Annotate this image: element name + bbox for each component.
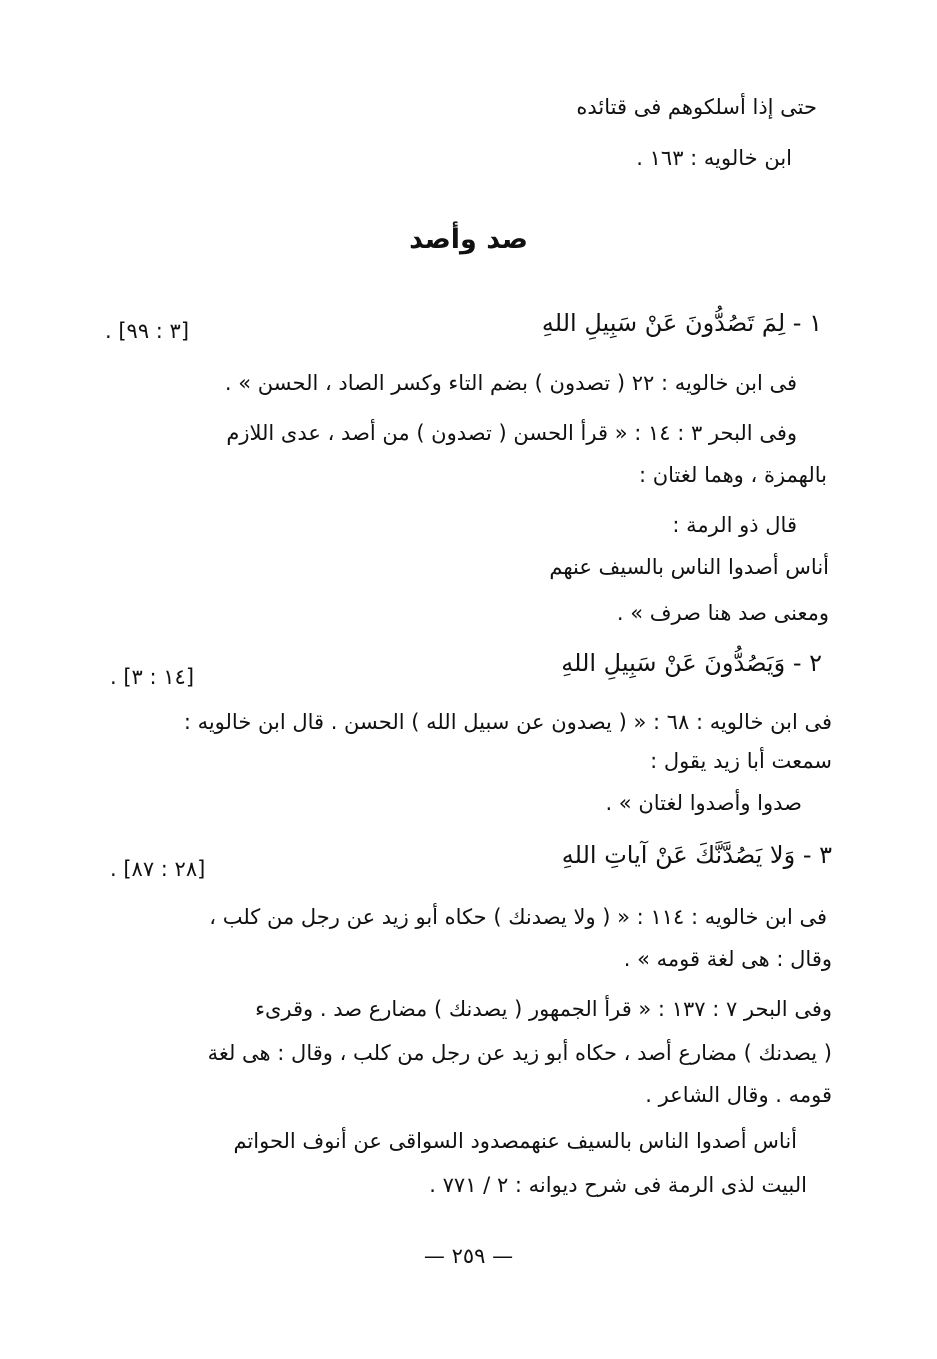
entry-3-line-4: ( يصدنك ) مضارع أصد ، حكاه أبو زيد عن رجل من كلب ، وقال : هى لغة	[207, 1041, 832, 1065]
verse-1: ١ - لِمَ تَصُدُّونَ عَنْ سَبِيلِ اللهِ	[541, 309, 822, 337]
top-line-1: حتى إذا أسلكوهم فى قتائده	[576, 95, 817, 119]
page-number: — ٢٥٩ —	[423, 1244, 514, 1268]
entry-3-line-2: وقال : هى لغة قومه » .	[623, 947, 832, 971]
entry-3-line-6: أناس أصدوا الناس بالسيف عنهمصدود السواقى عن أنوف الحواتم	[233, 1129, 797, 1153]
entry-3-line-3: وفى البحر ٧ : ١٣٧ : « قرأ الجمهور ( يصدنك ) مضارع صد . وقرىء	[255, 997, 832, 1021]
verse-ref-3: [٢٨ : ٨٧] .	[110, 857, 206, 881]
verse-2: ٢ - وَيَصُدُّونَ عَنْ سَبِيلِ اللهِ	[561, 649, 822, 677]
entry-1-line-1: فى ابن خالويه : ٢٢ ( تصدون ) بضم التاء وكسر الصاد ، الحسن » .	[224, 371, 797, 395]
entry-1-line-2: وفى البحر ٣ : ١٤ : « قرأ الحسن ( تصدون ) من أصد ، عدى اللازم	[226, 421, 797, 445]
entry-2-line-1: فى ابن خالويه : ٦٨ : « ( يصدون عن سبيل الله ) الحسن . قال ابن خالويه :	[183, 710, 832, 734]
entry-3-line-7: البيت لذى الرمة فى شرح ديوانه : ٢ / ٧٧١ .	[429, 1173, 807, 1197]
verse-ref-2: [١٤ : ٣] .	[110, 665, 195, 689]
entry-2-line-2: سمعت أبا زيد يقول :	[650, 749, 832, 773]
verse-ref-1: [٣ : ٩٩] .	[105, 319, 190, 343]
entry-2-line-3: صدوا وأصدوا لغتان » .	[605, 791, 802, 815]
verse-3: ٣ - وَلا يَصُدَّنَّكَ عَنْ آياتِ اللهِ	[561, 841, 832, 869]
entry-1-line-6: ومعنى صد هنا صرف » .	[616, 601, 829, 625]
entry-1-line-5: أناس أصدوا الناس بالسيف عنهم	[549, 555, 829, 579]
entry-1-line-3: بالهمزة ، وهما لغتان :	[638, 463, 827, 487]
entry-3-line-1: فى ابن خالويه : ١١٤ : « ( ولا يصدنك ) حكاه أبو زيد عن رجل من كلب ،	[209, 905, 827, 929]
top-line-2: ابن خالويه : ١٦٣ .	[636, 146, 792, 170]
entry-1-line-4: قال ذو الرمة :	[672, 513, 797, 537]
entry-3-line-5: قومه . وقال الشاعر .	[645, 1083, 832, 1107]
section-title: صد وأصد	[409, 224, 528, 255]
